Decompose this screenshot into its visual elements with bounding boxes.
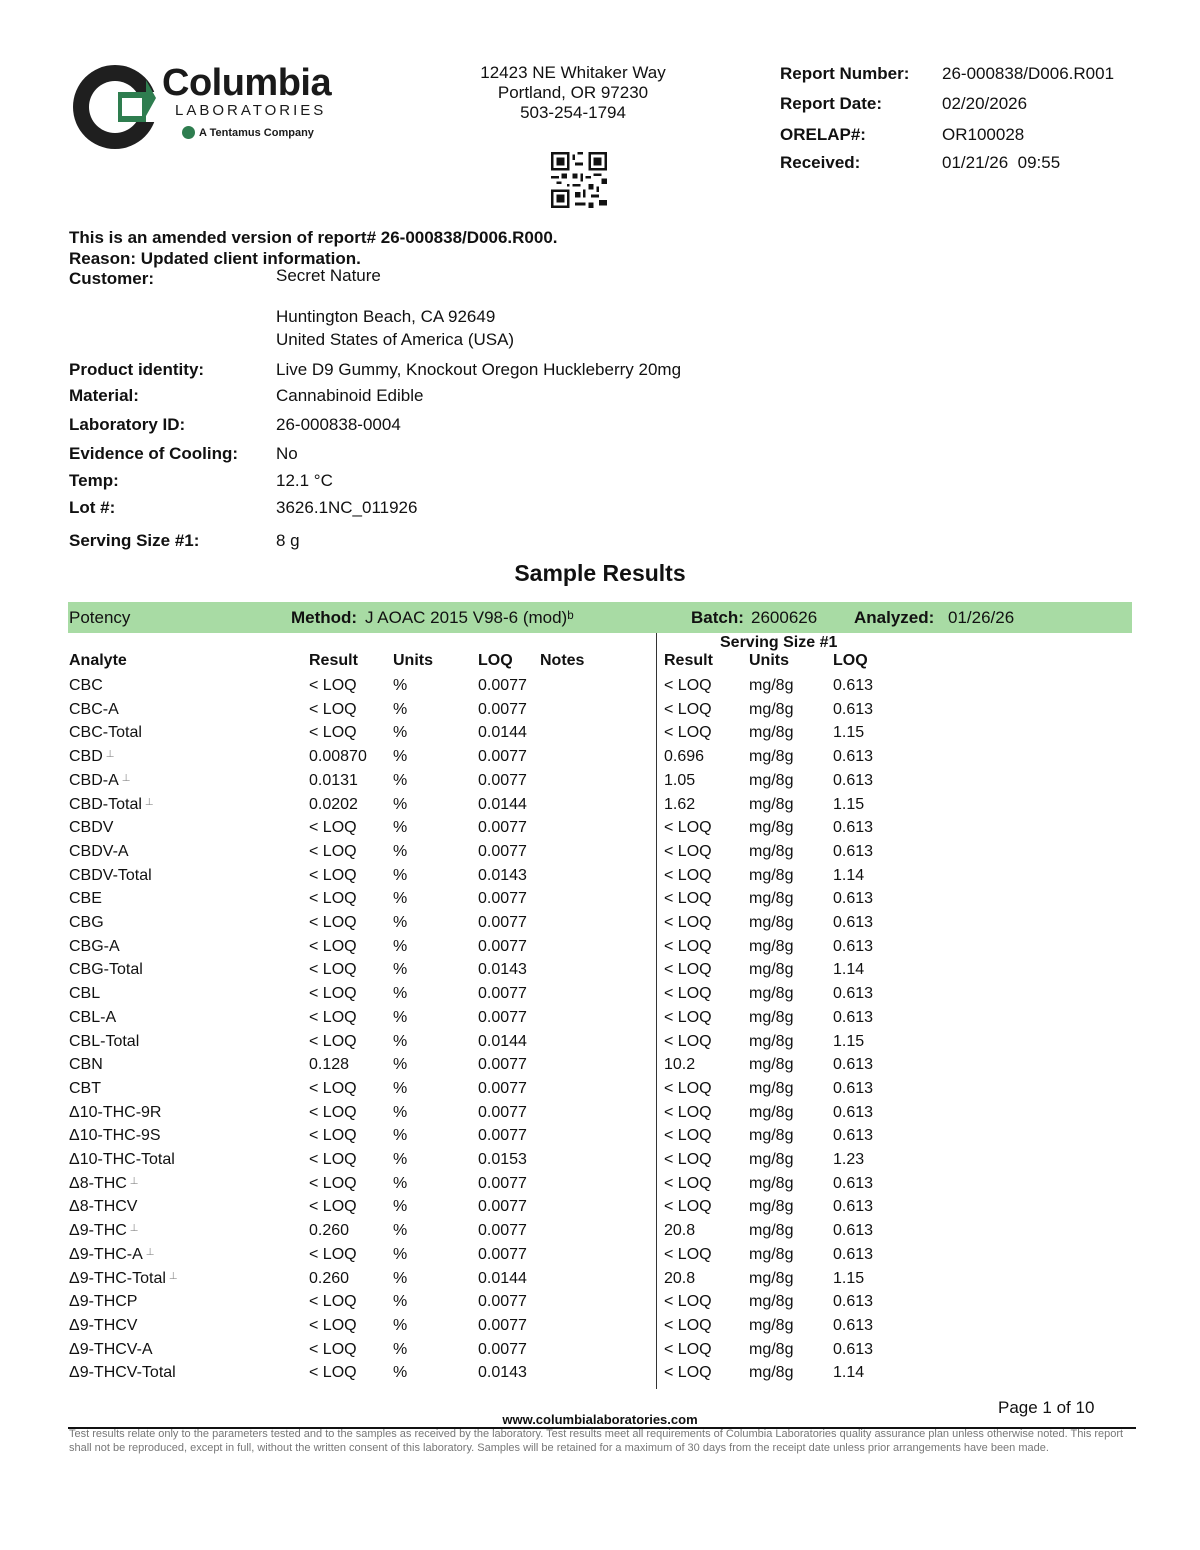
loq-cell: 0.0077	[478, 1103, 527, 1121]
serving-result-cell: < LOQ	[664, 842, 712, 860]
footnote-mark: ⊥	[129, 1223, 139, 1235]
serving-result-cell: < LOQ	[664, 1008, 712, 1026]
analyte-cell: Δ8-THCV	[69, 1198, 138, 1216]
disclaimer: Test results relate only to the parameters tested and to the samples as received by the laboratory. Test results meet all requirements of Columbia Laboratories quality assurance plan unless otherwise noted. This report shall not be reproduced, except in full, without the written consent of this laboratory. Samples will be retained for a maximum of 30 days from the receipt date unless prior arrangements have been made.	[69, 1428, 1124, 1454]
units-cell: %	[393, 1222, 408, 1240]
loq-cell: 0.0144	[478, 795, 527, 813]
serving-result-cell: < LOQ	[664, 985, 712, 1003]
serving-loq-cell: 0.613	[833, 842, 874, 860]
analyte-cell: CBL	[69, 985, 101, 1003]
serving-units-cell: mg/8g	[749, 1174, 794, 1192]
report-number-label: Report Number:	[780, 64, 910, 83]
analyzed-label: Analyzed:	[854, 608, 935, 627]
page-number: Page 1 of 10	[998, 1398, 1095, 1417]
tentamus-icon	[182, 126, 195, 139]
logo-tagline: A Tentamus Company	[182, 124, 314, 142]
serving-units-cell: mg/8g	[749, 890, 794, 908]
analyte-cell: CBDV-Total	[69, 866, 152, 884]
cooling-value: No	[276, 444, 298, 463]
serving-loq-cell: 1.14	[833, 1364, 865, 1382]
loq-cell: 0.0077	[478, 985, 527, 1003]
potency-label: Potency	[69, 608, 131, 627]
serving-units-cell: mg/8g	[749, 1293, 794, 1311]
result-cell: < LOQ	[309, 842, 357, 860]
col-serving-units: Units	[749, 652, 789, 669]
serving-result-cell: < LOQ	[664, 1079, 712, 1097]
loq-cell: 0.0077	[478, 1222, 527, 1240]
units-cell: %	[393, 1103, 408, 1121]
serving-loq-cell: 1.15	[833, 1269, 865, 1287]
serving-loq-cell: 0.613	[833, 1245, 874, 1263]
customer-name: Secret Nature	[276, 266, 381, 285]
serving-result-cell: < LOQ	[664, 961, 712, 979]
analyte-cell: CBG-A	[69, 937, 120, 955]
lot-label: Lot #:	[69, 498, 116, 517]
loq-cell: 0.0077	[478, 1127, 527, 1145]
serving-result-cell: < LOQ	[664, 866, 712, 884]
serving-loq-cell: 0.613	[833, 1222, 874, 1240]
loq-cell: 0.0144	[478, 724, 527, 742]
analyte-cell: CBD	[69, 748, 103, 766]
serving-units-cell: mg/8g	[749, 748, 794, 766]
result-cell: < LOQ	[309, 1293, 357, 1311]
report-date-value: 02/20/2026	[942, 94, 1028, 113]
result-cell: < LOQ	[309, 866, 357, 884]
serving-loq-cell: 0.613	[833, 819, 874, 837]
serving-result-cell: < LOQ	[664, 1364, 712, 1382]
analyte-cell: CBL-Total	[69, 1032, 140, 1050]
units-cell: %	[393, 677, 408, 694]
amend-line-1: This is an amended version of report# 26-000838/D006.R000.	[69, 228, 558, 247]
units-cell: %	[393, 724, 408, 742]
cooling-label: Evidence of Cooling:	[69, 444, 239, 463]
result-cell: < LOQ	[309, 1340, 357, 1358]
serving-size-label: Serving Size #1:	[69, 531, 200, 550]
customer-country: United States of America (USA)	[276, 330, 515, 349]
units-cell: %	[393, 1364, 408, 1382]
serving-loq-cell: 0.613	[833, 1174, 874, 1192]
analyte-cell: Δ10-THC-9R	[69, 1103, 162, 1121]
col-notes: Notes	[540, 652, 585, 669]
units-cell: %	[393, 1008, 408, 1026]
report-date-label: Report Date:	[780, 94, 883, 113]
loq-cell: 0.0153	[478, 1151, 527, 1168]
col-units: Units	[393, 652, 433, 669]
result-cell: < LOQ	[309, 700, 357, 718]
units-cell: %	[393, 961, 408, 979]
loq-cell: 0.0077	[478, 914, 527, 931]
website-link[interactable]: www.columbialaboratories.com	[502, 1412, 698, 1427]
col-serving-result: Result	[664, 652, 713, 669]
amend-line-2: Reason: Updated client information.	[69, 249, 361, 268]
col-serving-loq: LOQ	[833, 652, 868, 669]
serving-result-cell: < LOQ	[664, 1151, 712, 1168]
analyte-cell: Δ9-THC-A	[69, 1245, 143, 1263]
serving-loq-cell: 0.613	[833, 1340, 874, 1358]
orelap-value: OR100028	[942, 125, 1025, 144]
serving-size-header: Serving Size #1	[720, 634, 838, 651]
analyte-cell: CBDV	[69, 819, 114, 837]
result-cell: < LOQ	[309, 914, 357, 931]
serving-result-cell: 1.62	[664, 795, 696, 813]
loq-cell: 0.0077	[478, 1316, 527, 1334]
result-cell: < LOQ	[309, 1103, 357, 1121]
received-label: Received:	[780, 153, 861, 172]
loq-cell: 0.0077	[478, 771, 527, 789]
serving-loq-cell: 0.613	[833, 985, 874, 1003]
units-cell: %	[393, 700, 408, 718]
serving-units-cell: mg/8g	[749, 819, 794, 837]
result-cell: < LOQ	[309, 961, 357, 979]
serving-units-cell: mg/8g	[749, 1151, 794, 1168]
footnote-mark: ⊥	[121, 772, 131, 784]
serving-result-cell: < LOQ	[664, 1245, 712, 1263]
footnote-mark: ⊥	[129, 1175, 139, 1187]
loq-cell: 0.0077	[478, 890, 527, 908]
loq-cell: 0.0077	[478, 1079, 527, 1097]
batch-label: Batch:	[691, 608, 744, 627]
result-cell: < LOQ	[309, 1316, 357, 1334]
units-cell: %	[393, 1245, 408, 1263]
col-analyte: Analyte	[69, 652, 127, 669]
serving-loq-cell: 1.15	[833, 795, 865, 813]
serving-units-cell: mg/8g	[749, 1364, 794, 1382]
loq-cell: 0.0077	[478, 700, 527, 718]
serving-units-cell: mg/8g	[749, 724, 794, 742]
serving-result-cell: < LOQ	[664, 1174, 712, 1192]
analyte-cell: CBG	[69, 914, 104, 931]
analyte-cell: Δ9-THCV	[69, 1316, 138, 1334]
serving-result-cell: < LOQ	[664, 677, 712, 694]
serving-result-cell: < LOQ	[664, 1316, 712, 1334]
loq-cell: 0.0077	[478, 1245, 527, 1263]
serving-loq-cell: 0.613	[833, 1079, 874, 1097]
address-line: Portland, OR 97230	[497, 83, 649, 102]
result-cell: < LOQ	[309, 1198, 357, 1216]
units-cell: %	[393, 985, 408, 1003]
columbia-logo-mark-icon	[70, 62, 160, 152]
units-cell: %	[393, 1032, 408, 1050]
received-value: 01/21/26 09:55	[942, 153, 1061, 172]
units-cell: %	[393, 842, 408, 860]
method-value: J AOAC 2015 V98-6 (mod)ᵇ	[365, 608, 574, 627]
result-cell: 0.260	[309, 1222, 350, 1240]
logo-name: Columbia	[162, 62, 332, 104]
serving-result-cell: 1.05	[664, 771, 696, 789]
serving-result-cell: < LOQ	[664, 1293, 712, 1311]
serving-units-cell: mg/8g	[749, 795, 794, 813]
method-label: Method:	[291, 608, 358, 627]
serving-result-cell: 0.696	[664, 748, 705, 766]
result-cell: < LOQ	[309, 1127, 357, 1145]
section-title: Sample Results	[514, 560, 686, 586]
loq-cell: 0.0077	[478, 1198, 527, 1216]
serving-loq-cell: 1.14	[833, 866, 865, 884]
analyte-cell: Δ10-THC-9S	[69, 1127, 161, 1145]
analyte-cell: CBN	[69, 1056, 103, 1074]
result-cell: < LOQ	[309, 1245, 357, 1263]
loq-cell: 0.0077	[478, 1340, 527, 1358]
serving-loq-cell: 0.613	[833, 1127, 874, 1145]
units-cell: %	[393, 937, 408, 955]
loq-cell: 0.0077	[478, 1056, 527, 1074]
batch-value: 2600626	[751, 608, 818, 627]
analyte-cell: CBE	[69, 890, 102, 908]
serving-units-cell: mg/8g	[749, 700, 794, 718]
table-divider	[656, 633, 657, 1389]
serving-loq-cell: 0.613	[833, 677, 874, 694]
material-value: Cannabinoid Edible	[276, 386, 424, 405]
analyte-cell: CBL-A	[69, 1008, 117, 1026]
result-cell: < LOQ	[309, 1174, 357, 1192]
serving-result-cell: < LOQ	[664, 1340, 712, 1358]
analyte-cell: Δ9-THCV-Total	[69, 1364, 176, 1382]
serving-units-cell: mg/8g	[749, 1340, 794, 1358]
amend-notice	[69, 227, 558, 269]
loq-cell: 0.0143	[478, 1364, 527, 1382]
laboratory-id-value: 26-000838-0004	[276, 415, 401, 434]
analyte-cell: CBD-Total	[69, 795, 142, 813]
serving-loq-cell: 1.15	[833, 1032, 865, 1050]
result-cell: < LOQ	[309, 1364, 357, 1382]
analyte-cell: Δ9-THC-Total	[69, 1269, 166, 1287]
temp-label: Temp:	[69, 471, 119, 490]
analyte-cell: CBD-A	[69, 771, 119, 789]
serving-loq-cell: 0.613	[833, 1008, 874, 1026]
units-cell: %	[393, 1198, 408, 1216]
serving-result-cell: < LOQ	[664, 1198, 712, 1216]
product-identity-label: Product identity:	[69, 360, 205, 379]
analyte-cell: Δ9-THCP	[69, 1293, 138, 1311]
units-cell: %	[393, 771, 408, 789]
units-cell: %	[393, 1151, 408, 1168]
units-cell: %	[393, 1056, 408, 1074]
result-cell: 0.0202	[309, 795, 358, 813]
product-identity-value: Live D9 Gummy, Knockout Oregon Huckleberry 20mg	[276, 360, 682, 379]
units-cell: %	[393, 819, 408, 837]
serving-loq-cell: 0.613	[833, 771, 874, 789]
result-cell: < LOQ	[309, 890, 357, 908]
logo	[70, 62, 350, 154]
serving-loq-cell: 0.613	[833, 700, 874, 718]
analyte-cell: CBDV-A	[69, 842, 129, 860]
serving-result-cell: < LOQ	[664, 937, 712, 955]
loq-cell: 0.0143	[478, 866, 527, 884]
analyzed-value: 01/26/26	[948, 608, 1015, 627]
loq-cell: 0.0144	[478, 1269, 527, 1287]
laboratory-id-label: Laboratory ID:	[69, 415, 186, 434]
loq-cell: 0.0077	[478, 1008, 527, 1026]
serving-units-cell: mg/8g	[749, 1079, 794, 1097]
serving-result-cell: 10.2	[664, 1056, 696, 1074]
serving-loq-cell: 1.23	[833, 1151, 865, 1168]
serving-loq-cell: 0.613	[833, 890, 874, 908]
serving-result-cell: < LOQ	[664, 890, 712, 908]
serving-result-cell: 20.8	[664, 1222, 696, 1240]
serving-units-cell: mg/8g	[749, 914, 794, 931]
result-cell: < LOQ	[309, 985, 357, 1003]
serving-units-cell: mg/8g	[749, 937, 794, 955]
customer-city: Huntington Beach, CA 92649	[276, 307, 496, 326]
serving-loq-cell: 1.14	[833, 961, 865, 979]
footnote-mark: ⊥	[168, 1270, 178, 1282]
analyte-cell: CBC-A	[69, 700, 119, 718]
serving-loq-cell: 0.613	[833, 1316, 874, 1334]
result-cell: 0.00870	[309, 748, 367, 766]
result-cell: < LOQ	[309, 1151, 357, 1168]
serving-units-cell: mg/8g	[749, 1008, 794, 1026]
analyte-cell: CBC-Total	[69, 724, 142, 742]
units-cell: %	[393, 914, 408, 931]
serving-units-cell: mg/8g	[749, 677, 794, 694]
orelap-label: ORELAP#:	[780, 125, 866, 144]
result-cell: < LOQ	[309, 677, 357, 694]
lot-value: 3626.1NC_011926	[276, 498, 418, 517]
report-number-value: 26-000838/D006.R001	[942, 64, 1115, 83]
analyte-cell: Δ8-THC	[69, 1174, 127, 1192]
result-cell: < LOQ	[309, 1032, 357, 1050]
result-cell: < LOQ	[309, 1079, 357, 1097]
analyte-cell: Δ10-THC-Total	[69, 1151, 175, 1168]
result-cell: 0.128	[309, 1056, 350, 1074]
units-cell: %	[393, 1127, 408, 1145]
material-label: Material:	[69, 386, 139, 405]
serving-result-cell: < LOQ	[664, 1103, 712, 1121]
potency-header-bar	[68, 602, 1132, 633]
serving-units-cell: mg/8g	[749, 1245, 794, 1263]
loq-cell: 0.0143	[478, 961, 527, 979]
units-cell: %	[393, 1316, 408, 1334]
address-phone: 503-254-1794	[520, 103, 626, 122]
loq-cell: 0.0077	[478, 1293, 527, 1311]
result-cell: < LOQ	[309, 819, 357, 837]
analyte-cell: CBC	[69, 677, 103, 694]
serving-loq-cell: 0.613	[833, 1293, 874, 1311]
serving-units-cell: mg/8g	[749, 1316, 794, 1334]
serving-units-cell: mg/8g	[749, 866, 794, 884]
units-cell: %	[393, 1269, 408, 1287]
col-result: Result	[309, 652, 358, 669]
loq-cell: 0.0077	[478, 819, 527, 837]
units-cell: %	[393, 1340, 408, 1358]
units-cell: %	[393, 1174, 408, 1192]
serving-loq-cell: 0.613	[833, 1198, 874, 1216]
col-loq: LOQ	[478, 652, 513, 669]
loq-cell: 0.0144	[478, 1032, 527, 1050]
serving-loq-cell: 0.613	[833, 748, 874, 766]
result-cell: < LOQ	[309, 1008, 357, 1026]
serving-loq-cell: 1.15	[833, 724, 865, 742]
analyte-cell: Δ9-THC	[69, 1222, 127, 1240]
serving-units-cell: mg/8g	[749, 1222, 794, 1240]
customer-label: Customer:	[69, 269, 155, 288]
temp-value: 12.1 °C	[276, 471, 333, 490]
serving-result-cell: < LOQ	[664, 724, 712, 742]
serving-units-cell: mg/8g	[749, 961, 794, 979]
footnote-mark: ⊥	[145, 1246, 155, 1258]
units-cell: %	[393, 795, 408, 813]
serving-loq-cell: 0.613	[833, 1056, 874, 1074]
analyte-cell: CBT	[69, 1079, 101, 1097]
serving-units-cell: mg/8g	[749, 1032, 794, 1050]
result-cell: 0.0131	[309, 771, 358, 789]
analyte-cell: CBG-Total	[69, 961, 143, 979]
serving-units-cell: mg/8g	[749, 842, 794, 860]
units-cell: %	[393, 890, 408, 908]
loq-cell: 0.0077	[478, 842, 527, 860]
serving-result-cell: < LOQ	[664, 1032, 712, 1050]
serving-loq-cell: 0.613	[833, 1103, 874, 1121]
footnote-mark: ⊥	[144, 796, 154, 808]
serving-units-cell: mg/8g	[749, 1103, 794, 1121]
serving-units-cell: mg/8g	[749, 1056, 794, 1074]
loq-cell: 0.0077	[478, 677, 527, 694]
loq-cell: 0.0077	[478, 748, 527, 766]
loq-cell: 0.0077	[478, 937, 527, 955]
serving-result-cell: < LOQ	[664, 819, 712, 837]
serving-result-cell: < LOQ	[664, 914, 712, 931]
result-cell: < LOQ	[309, 937, 357, 955]
address-line: 12423 NE Whitaker Way	[480, 63, 666, 82]
serving-units-cell: mg/8g	[749, 1127, 794, 1145]
serving-size-value: 8 g	[276, 531, 300, 550]
serving-loq-cell: 0.613	[833, 937, 874, 955]
serving-units-cell: mg/8g	[749, 1269, 794, 1287]
units-cell: %	[393, 866, 408, 884]
units-cell: %	[393, 748, 408, 766]
serving-result-cell: < LOQ	[664, 700, 712, 718]
serving-loq-cell: 0.613	[833, 914, 874, 931]
serving-result-cell: < LOQ	[664, 1127, 712, 1145]
footnote-mark: ⊥	[105, 749, 115, 761]
units-cell: %	[393, 1293, 408, 1311]
units-cell: %	[393, 1079, 408, 1097]
serving-result-cell: 20.8	[664, 1269, 696, 1287]
result-cell: 0.260	[309, 1269, 350, 1287]
loq-cell: 0.0077	[478, 1174, 527, 1192]
serving-units-cell: mg/8g	[749, 985, 794, 1003]
serving-units-cell: mg/8g	[749, 771, 794, 789]
lab-address	[443, 63, 703, 123]
qr-code-icon[interactable]	[551, 152, 607, 208]
serving-units-cell: mg/8g	[749, 1198, 794, 1216]
logo-sub: LABORATORIES	[175, 102, 327, 119]
result-cell: < LOQ	[309, 724, 357, 742]
analyte-cell: Δ9-THCV-A	[69, 1340, 153, 1358]
